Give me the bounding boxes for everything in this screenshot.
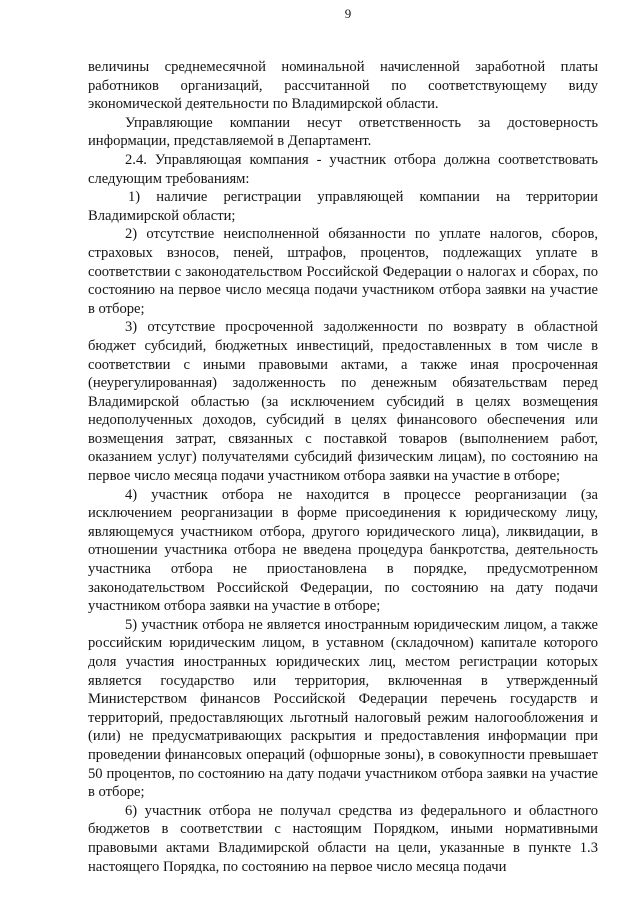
requirement-item-3: 3) отсутствие просроченной задолженности по возврату в областной бюджет субсидий, бюджетных инвестиций, предоставленных в том числе в соответствии с иными правовыми актами, а также иная просроченная (неурегулированная) задолженность по денежным обязательствам перед Владимирской областью (за исключением субсидий в целях возмещения недополученных доходов, субсидий в целях финансового обеспечения или возмещения затрат, связанных с поставкой товаров (выполнением работ, оказанием услуг) получателями субсидий физическим лицам), по состоянию на первое число месяца подачи участником отбора заявки на участие в отборе;: [88, 319, 598, 485]
paragraph-intro-continuation: величины среднемесячной номинальной начисленной заработной платы работников организаций, рассчитанной по соответствующему виду экономической деятельности по Владимирской области.: [88, 59, 598, 113]
requirement-item-2: 2) отсутствие неисполненной обязанности по уплате налогов, сборов, страховых взносов, пеней, штрафов, процентов, подлежащих уплате в соответствии с законодательством Российской Федерации о налогах и сборах, по состоянию на первое число месяца подачи участником отбора заявки на участие в отборе;: [88, 226, 598, 317]
requirement-item-4: 4) участник отбора не находится в процессе реорганизации (за исключением реорганизации в форме присоединения к юридическому лицу, являющемуся участником отбора, другого юридического лица), ликвидации, в отношении участника отбора не введена процедура банкротства, деятельность участника отбора не приостановлена в порядке, предусмотренном законодательством Российской Федерации, по состоянию на дату подачи участником отбора заявки на участие в отборе;: [88, 486, 598, 615]
paragraph-section-2-4: 2.4. Управляющая компания - участник отбора должна соответствовать следующим требованиям:: [88, 151, 598, 187]
requirement-item-5: 5) участник отбора не является иностранным юридическим лицом, а также российским юридическим лицом, в уставном (складочном) капитале которого доля участия иностранных юридических лиц, местом регистрации которых является государство или территория, включенная в утвержденный Министерством финансов Российской Федерации перечень государств и территорий, предоставляющих льготный налоговый режим налогообложения и (или) не предусматривающих раскрытия и предоставления информации при проведении финансовых операций (офшорные зоны), в совокупности превышает 50 процентов, по состоянию на дату подачи участником отбора заявки на участие в отборе;: [88, 616, 598, 801]
requirement-item-1: 1) наличие регистрации управляющей компании на территории Владимирской области;: [88, 189, 598, 224]
requirement-item-6: 6) участник отбора не получал средства из федерального и областного бюджетов в соответствии с настоящим Порядком, иными нормативными правовыми актами Владимирской области на цели, указанные в пункте 1.3 настоящего Порядка, по состоянию на первое число месяца подачи: [88, 802, 598, 875]
paragraph-responsibility: Управляющие компании несут ответственность за достоверность информации, представляемой в Департамент.: [88, 114, 598, 150]
page-number: 9: [344, 6, 352, 21]
